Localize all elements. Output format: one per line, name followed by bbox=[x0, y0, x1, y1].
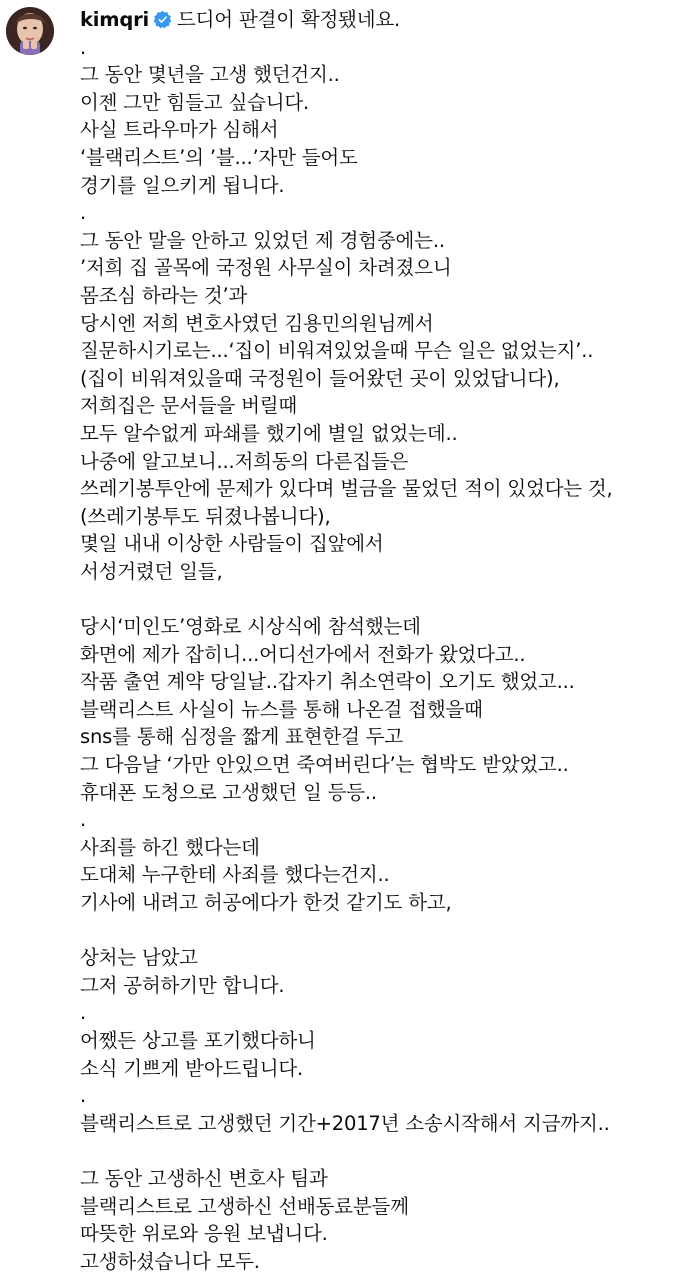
caption-line: 몇일 내내 이상한 사람들이 집앞에서 bbox=[80, 532, 384, 556]
caption-line: 당시‘미인도’영화로 시상식에 참석했는데 bbox=[80, 615, 421, 639]
caption-line: 그 동안 고생하신 변호사 팀과 bbox=[80, 1166, 328, 1190]
caption-line: 저희집은 문서들을 버릴때 bbox=[80, 394, 298, 418]
caption-line: 모두 알수없게 파쇄를 했기에 별일 없었는데.. bbox=[80, 421, 458, 445]
caption-first-line bbox=[80, 6, 692, 34]
caption-line: 질문하시기로는...‘집이 비워져있었을때 무슨 일은 없었는지’.. bbox=[80, 339, 594, 363]
username-link[interactable]: kimqri bbox=[80, 8, 150, 31]
caption-line: 블랙리스트로 고생하신 선배동료분들께 bbox=[80, 1194, 409, 1218]
caption-line bbox=[80, 917, 692, 945]
caption-line: . bbox=[80, 201, 86, 225]
caption-line: 서성거렸던 일들, bbox=[80, 559, 223, 583]
caption-line: 그 동안 몇년을 고생 했던건지.. bbox=[80, 63, 340, 87]
caption-line: (집이 비워져있을때 국정원이 들어왔던 곳이 있었답니다), bbox=[80, 366, 560, 390]
caption-line: . bbox=[80, 35, 86, 59]
caption-line: 기사에 내려고 허공에다가 한것 같기도 하고, bbox=[80, 891, 452, 914]
caption-line: 소식 기쁘게 받아드립니다. bbox=[80, 1056, 304, 1080]
caption-line: 고생하셨습니다 모두. bbox=[80, 1249, 260, 1273]
caption-line: 블랙리스트로 고생했던 기간+2017년 소송시작해서 지금까지.. bbox=[80, 1111, 610, 1135]
caption-line: 상처는 남았고 bbox=[80, 946, 198, 970]
caption-line bbox=[80, 1137, 692, 1165]
caption-content bbox=[80, 6, 692, 1275]
caption-line: 블랙리스트 사실이 뉴스를 통해 나온걸 접했을때 bbox=[80, 697, 483, 721]
caption-line: . bbox=[80, 1084, 86, 1108]
caption-line: 이젠 그만 힘들고 싶습니다. bbox=[80, 90, 310, 114]
caption-line bbox=[80, 585, 692, 613]
caption-line: 따뜻한 위로와 응원 보냅니다. bbox=[80, 1222, 328, 1246]
caption-line: 경기를 일으키게 됩니다. bbox=[80, 173, 285, 197]
caption-line: . bbox=[80, 1001, 86, 1025]
caption-line: 몸조심 하라는 것’과 bbox=[80, 283, 248, 307]
caption-line: 쓰레기봉투안에 문제가 있다며 벌금을 물었던 적이 있었다는 것, bbox=[80, 477, 613, 501]
caption-line: ’저희 집 골목에 국정원 사무실이 차려졌으니 bbox=[80, 256, 452, 280]
caption-line: ‘블랙리스트’의 ’블...’자만 들어도 bbox=[80, 145, 358, 169]
caption-line: 나중에 알고보니...저희동의 다른집들은 bbox=[80, 449, 409, 473]
caption-line: sns를 통해 심정을 짧게 표현한걸 두고 bbox=[80, 725, 403, 749]
caption-line: 도대체 누구한테 사죄를 했다는건지.. bbox=[80, 863, 390, 887]
caption-line: 휴대폰 도청으로 고생했던 일 등등.. bbox=[80, 780, 377, 804]
caption-line: (쓰레기봉투도 뒤졌나봅니다), bbox=[80, 504, 331, 528]
caption-line: . bbox=[80, 808, 86, 832]
caption-first-line-text: 드디어 판결이 확정됐네요. bbox=[177, 8, 401, 31]
caption-line: 어쨌든 상고를 포기했다하니 bbox=[80, 1028, 316, 1052]
caption-line: 화면에 제가 잡히니...어디선가에서 전화가 왔었다고.. bbox=[80, 642, 526, 666]
verified-badge-icon bbox=[153, 10, 172, 29]
caption-line: 사죄를 하긴 했다는데 bbox=[80, 835, 260, 859]
caption-line: 그저 공허하기만 합니다. bbox=[80, 973, 285, 997]
caption-line: 사실 트라우마가 심해서 bbox=[80, 118, 279, 142]
caption-line: 그 다음날 ‘가만 안있으면 죽여버린다’는 협박도 받았었고.. bbox=[80, 753, 569, 777]
caption-text bbox=[80, 6, 692, 1275]
caption-line: 당시엔 저희 변호사였던 김용민의원님께서 bbox=[80, 311, 434, 335]
caption-line: 작품 출연 계약 당일날..갑자기 취소연락이 오기도 했었고... bbox=[80, 670, 575, 694]
avatar-photo bbox=[6, 7, 54, 55]
caption-line: 그 동안 말을 안하고 있었던 제 경험중에는.. bbox=[80, 228, 445, 252]
profile-avatar[interactable] bbox=[6, 7, 54, 55]
